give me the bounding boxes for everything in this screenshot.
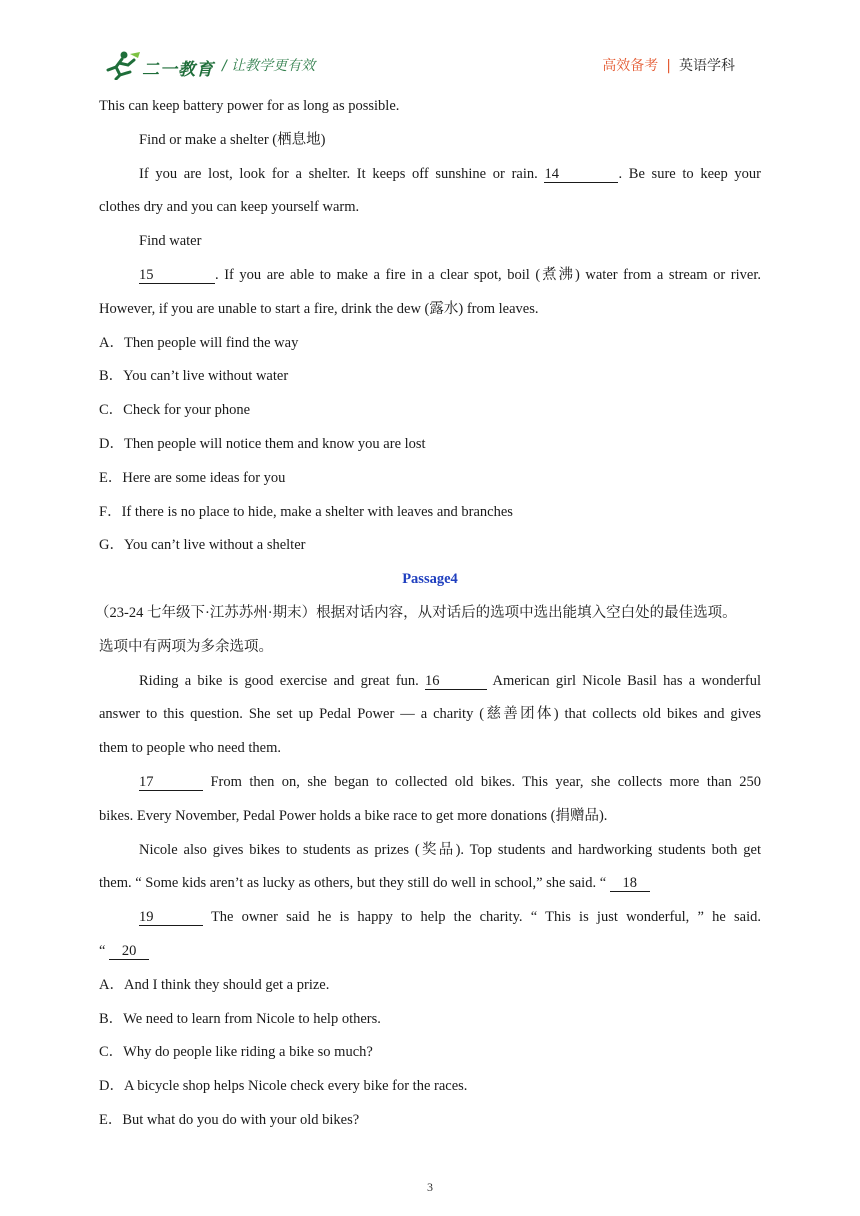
page-header [0, 0, 860, 90]
slogan: / 让教学更有效 [222, 58, 316, 74]
option-f: F．If there is no place to hide, make a shelter with leaves and branches [99, 503, 513, 520]
text-fragment: American girl Nicole Basil has a wonderful [492, 672, 761, 689]
text-line [99, 259, 761, 293]
instruction-line: 选项中有两项为多余选项。 [99, 638, 273, 655]
text-line: However, if you are unable to start a fire, drink the dew (露水) from leaves. [99, 300, 539, 317]
blank-14[interactable]: 14 [544, 166, 618, 183]
passage-title: Passage4 [402, 571, 458, 588]
subheading-shelter: Find or make a shelter (栖息地) [139, 131, 326, 148]
blank-17[interactable]: 17 [139, 774, 203, 791]
text-line: This can keep battery power for as long as possible. [99, 98, 400, 114]
text-fragment: The owner said he is happy to help the charity. “ This is just wonderful, ” he said. [210, 909, 761, 926]
document-body [95, 90, 762, 1138]
logo [104, 50, 234, 80]
option-g: G．You can’t live without a shelter [99, 537, 306, 554]
option-a: A．Then people will find the way [99, 334, 299, 351]
text-fragment: Riding a bike is good exercise and great fun. [139, 672, 419, 689]
text-line: them to people who need them. [99, 740, 282, 757]
option-b: B．We need to learn from Nicole to help others. [99, 1010, 381, 1027]
option-e: E．Here are some ideas for you [99, 469, 286, 486]
text-fragment: . Be sure to keep your [618, 165, 762, 182]
text-fragment: From then on, she began to collected old bikes. This year, she collects more than 250 [210, 773, 762, 790]
text-line: bikes. Every November, Pedal Power holds a bike race to get more donations (捐赠品). [99, 807, 608, 824]
option-b: B．You can’t live without water [99, 368, 289, 385]
text-line [99, 901, 761, 935]
text-line: clothes dry and you can keep yourself warm. [99, 199, 360, 216]
instruction-line: （23-24 七年级下·江苏苏州·期末）根据对话内容，从对话后的选项中选出能填入空白处的最佳选项。 [95, 604, 737, 621]
text-fragment: “ [99, 942, 106, 959]
blank-16[interactable]: 16 [425, 673, 487, 690]
blank-20[interactable]: 20 [109, 943, 149, 960]
blank-19[interactable]: 19 [139, 909, 203, 926]
header-subject [602, 55, 735, 75]
subheading-water: Find water [139, 233, 202, 250]
text-fragment: If you are lost, look for a shelter. It keeps off sunshine or rain. [139, 165, 538, 182]
option-d: D．Then people will notice them and know you are lost [99, 435, 426, 452]
text-line [99, 158, 761, 192]
option-c: C．Check for your phone [99, 402, 251, 419]
option-a: A．And I think they should get a prize. [99, 976, 330, 993]
logo-text: 二一教育 [142, 60, 214, 80]
option-e: E．But what do you do with your old bikes? [99, 1111, 360, 1128]
runner-logo-icon [104, 50, 144, 80]
text-line [99, 665, 761, 699]
option-d: D．A bicycle shop helps Nicole check every bike for the races. [99, 1078, 468, 1095]
text-fragment: them. “ Some kids aren’t as lucky as others, but they still do well in school,” she said. “ [99, 875, 607, 892]
text-line: Nicole also gives bikes to students as prizes (奖品). Top students and hardworking students both get [139, 841, 761, 858]
header-tagline: 高效备考 [602, 58, 659, 74]
text-fragment: . If you are able to make a fire in a clear spot, boil (煮沸) water from a stream or river. [215, 266, 761, 283]
text-line [99, 766, 761, 800]
option-c: C．Why do people like riding a bike so much? [99, 1044, 373, 1061]
blank-15[interactable]: 15 [139, 267, 215, 284]
header-subject-label: 英语学科 [679, 58, 735, 74]
blank-18[interactable]: 18 [610, 875, 650, 892]
text-line [99, 935, 761, 969]
text-line: answer to this question. She set up Pedal Power — a charity (慈善团体) that collects old bikes and gives [99, 706, 761, 723]
header-separator: | [666, 58, 671, 74]
text-line [99, 867, 761, 901]
page-number: 3 [427, 1180, 433, 1194]
